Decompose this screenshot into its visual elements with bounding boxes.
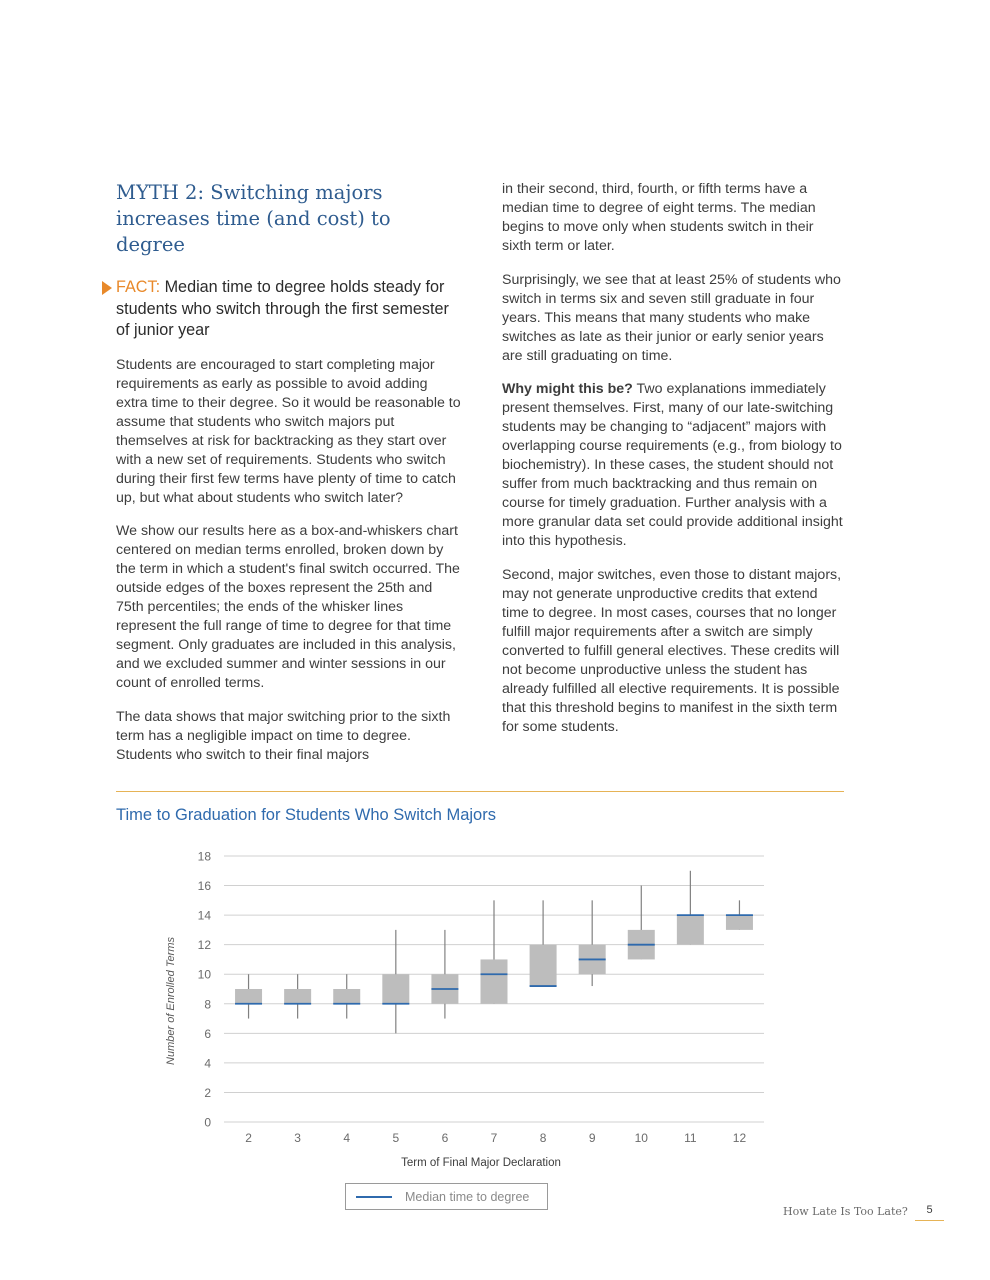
left-paragraph-3: The data shows that major switching prior to the sixth term has a negligible impact on time to degree. Students who switch to their final majors — [116, 708, 451, 763]
box — [726, 915, 753, 930]
box — [481, 959, 508, 1003]
x-tick-label: 7 — [490, 1131, 498, 1145]
right-paragraph-3 — [502, 380, 844, 551]
x-axis-label: Term of Final Major Declaration — [401, 1157, 561, 1169]
footer-title: How Late Is Too Late? — [783, 1205, 908, 1218]
box — [284, 989, 311, 1004]
y-tick-label: 4 — [204, 1056, 211, 1071]
x-tick-label: 5 — [392, 1131, 400, 1145]
box — [382, 974, 409, 1004]
x-tick-label: 3 — [294, 1131, 301, 1145]
play-arrow-icon — [102, 281, 112, 295]
y-tick-label: 8 — [204, 997, 211, 1012]
x-tick-label: 4 — [343, 1131, 351, 1145]
y-tick-label: 16 — [197, 879, 211, 894]
x-tick-label: 12 — [732, 1131, 747, 1145]
fact-label: FACT: — [116, 278, 161, 296]
y-tick-label: 10 — [197, 967, 211, 982]
legend-median-label: Median time to degree — [405, 1190, 530, 1204]
left-paragraph-2: We show our results here as a box-and-whiskers chart centered on median terms enrolled, broken down by the term in which a student's final switch occurred. The outside edges of the boxes represent the 25th and 75th percentiles; the ends of the whisker lines represent the full range of time to degree for that time segment. Only graduates are included in this analysis, and we excluded summer and winter sessions in our count of enrolled terms. — [116, 523, 460, 691]
fact-text: Median time to degree holds steady for students who switch through the first semester of junior year — [116, 278, 449, 339]
y-tick-label: 18 — [197, 849, 211, 864]
right-paragraph-2: Surprisingly, we see that at least 25% of students who switch in terms six and seven still graduate in four years. This means that many students who make switches as late as their junior or early senior years are still graduating on time. — [502, 271, 841, 364]
y-tick-label: 2 — [204, 1085, 211, 1100]
chart-legend — [345, 1183, 548, 1210]
left-paragraph-1: Students are encouraged to start completing major requirements as early as possible to avoid adding extra time to their degree. So it would be reasonable to assume that students who switch majors put themselves at risk for backtracking as they start over with a new set of requirements. Students who switch during their first few terms have plenty of time to catch up, but what about students who switch later? — [116, 356, 461, 506]
x-tick-label: 8 — [539, 1131, 547, 1145]
y-tick-label: 0 — [204, 1115, 211, 1130]
left-column — [116, 180, 461, 779]
x-tick-label: 10 — [634, 1131, 648, 1145]
x-tick-label: 9 — [588, 1131, 596, 1145]
box — [333, 989, 360, 1004]
x-tick-label: 6 — [441, 1131, 449, 1145]
chart-title: Time to Graduation for Students Who Switch Majors — [116, 806, 496, 824]
boxplot-chart — [150, 840, 780, 1180]
x-tick-label: 11 — [684, 1131, 697, 1145]
right-paragraph-3-lead: Why might this be? — [502, 381, 633, 397]
right-column — [502, 180, 844, 751]
box — [530, 945, 557, 986]
y-axis-label: Number of Enrolled Terms — [165, 937, 177, 1065]
fact-callout — [116, 277, 461, 342]
box — [677, 915, 704, 945]
x-tick-label: 2 — [245, 1131, 252, 1145]
page-number: 5 — [915, 1204, 944, 1221]
legend-median-swatch — [356, 1196, 392, 1198]
section-divider — [116, 791, 844, 792]
right-paragraph-3-body: Two explanations immediately present themselves. First, many of our late-switching students may be changing to “adjacent” majors with overlapping course requirements (e.g., from biology to biochemistry). In these cases, the student should not suffer from much backtracking and thus remain on course for timely graduation. Further analysis with a more granular data set could provide additional insight into this hypothesis. — [502, 381, 843, 549]
box — [235, 989, 262, 1004]
y-tick-label: 12 — [197, 938, 211, 953]
y-tick-label: 14 — [197, 908, 211, 923]
right-paragraph-4: Second, major switches, even those to distant majors, may not generate unproductive credits that extend time to degree. In most cases, courses that no longer fulfill major requirements after a switch are simply converted to fulfill general electives. These credits will not become unproductive unless the student has already fulfilled all elective requirements. It is possible that this threshold begins to manifest in the sixth term for some students. — [502, 566, 842, 735]
y-tick-label: 6 — [204, 1026, 211, 1041]
myth-title: MYTH 2: Switching majors increases time (and cost) to degree — [116, 181, 391, 256]
right-paragraph-1: in their second, third, fourth, or fifth terms have a median time to degree of eight terms. The median begins to move only when students switch in their sixth term or later. — [502, 181, 816, 254]
